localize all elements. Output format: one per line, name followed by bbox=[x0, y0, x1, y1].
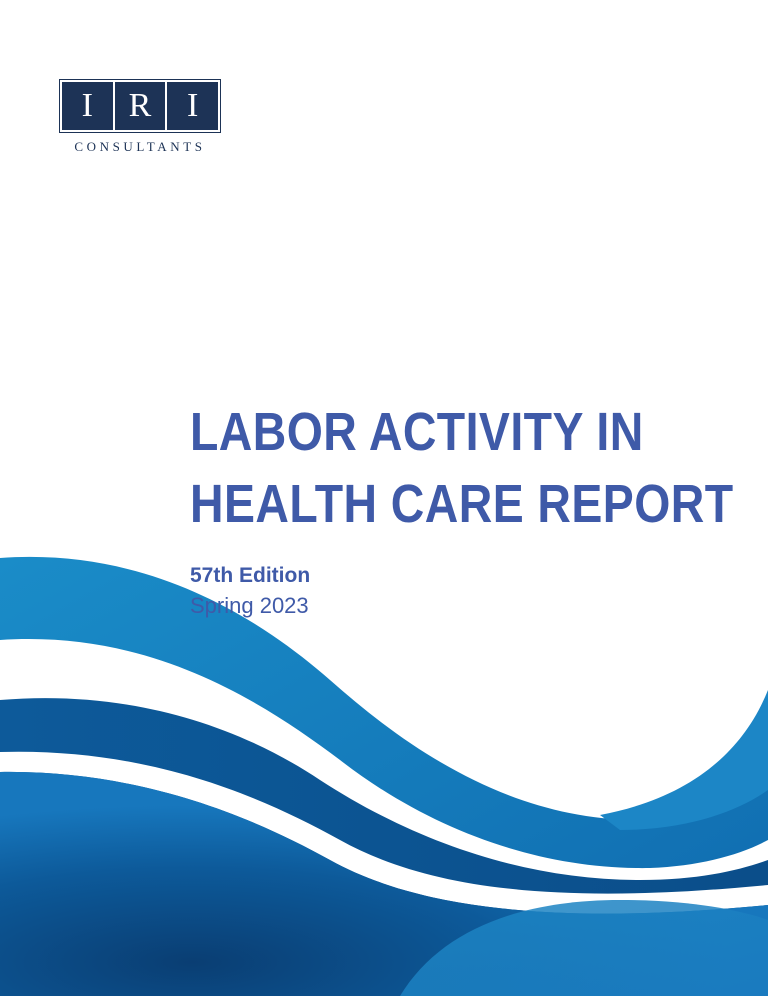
report-title bbox=[190, 396, 734, 540]
report-title-line-2: HEALTH CARE REPORT bbox=[190, 474, 734, 534]
logo-subtitle: CONSULTANTS bbox=[74, 139, 206, 154]
logo-letter-2: R bbox=[115, 82, 166, 130]
report-edition: 57th Edition bbox=[190, 564, 311, 587]
logo-letter-1: I bbox=[62, 82, 113, 130]
company-logo bbox=[59, 79, 223, 155]
report-season: Spring 2023 bbox=[190, 593, 309, 618]
report-title-line-1: LABOR ACTIVITY IN bbox=[190, 402, 644, 462]
logo-letter-box bbox=[59, 79, 221, 133]
logo-letter-3: I bbox=[167, 82, 218, 130]
